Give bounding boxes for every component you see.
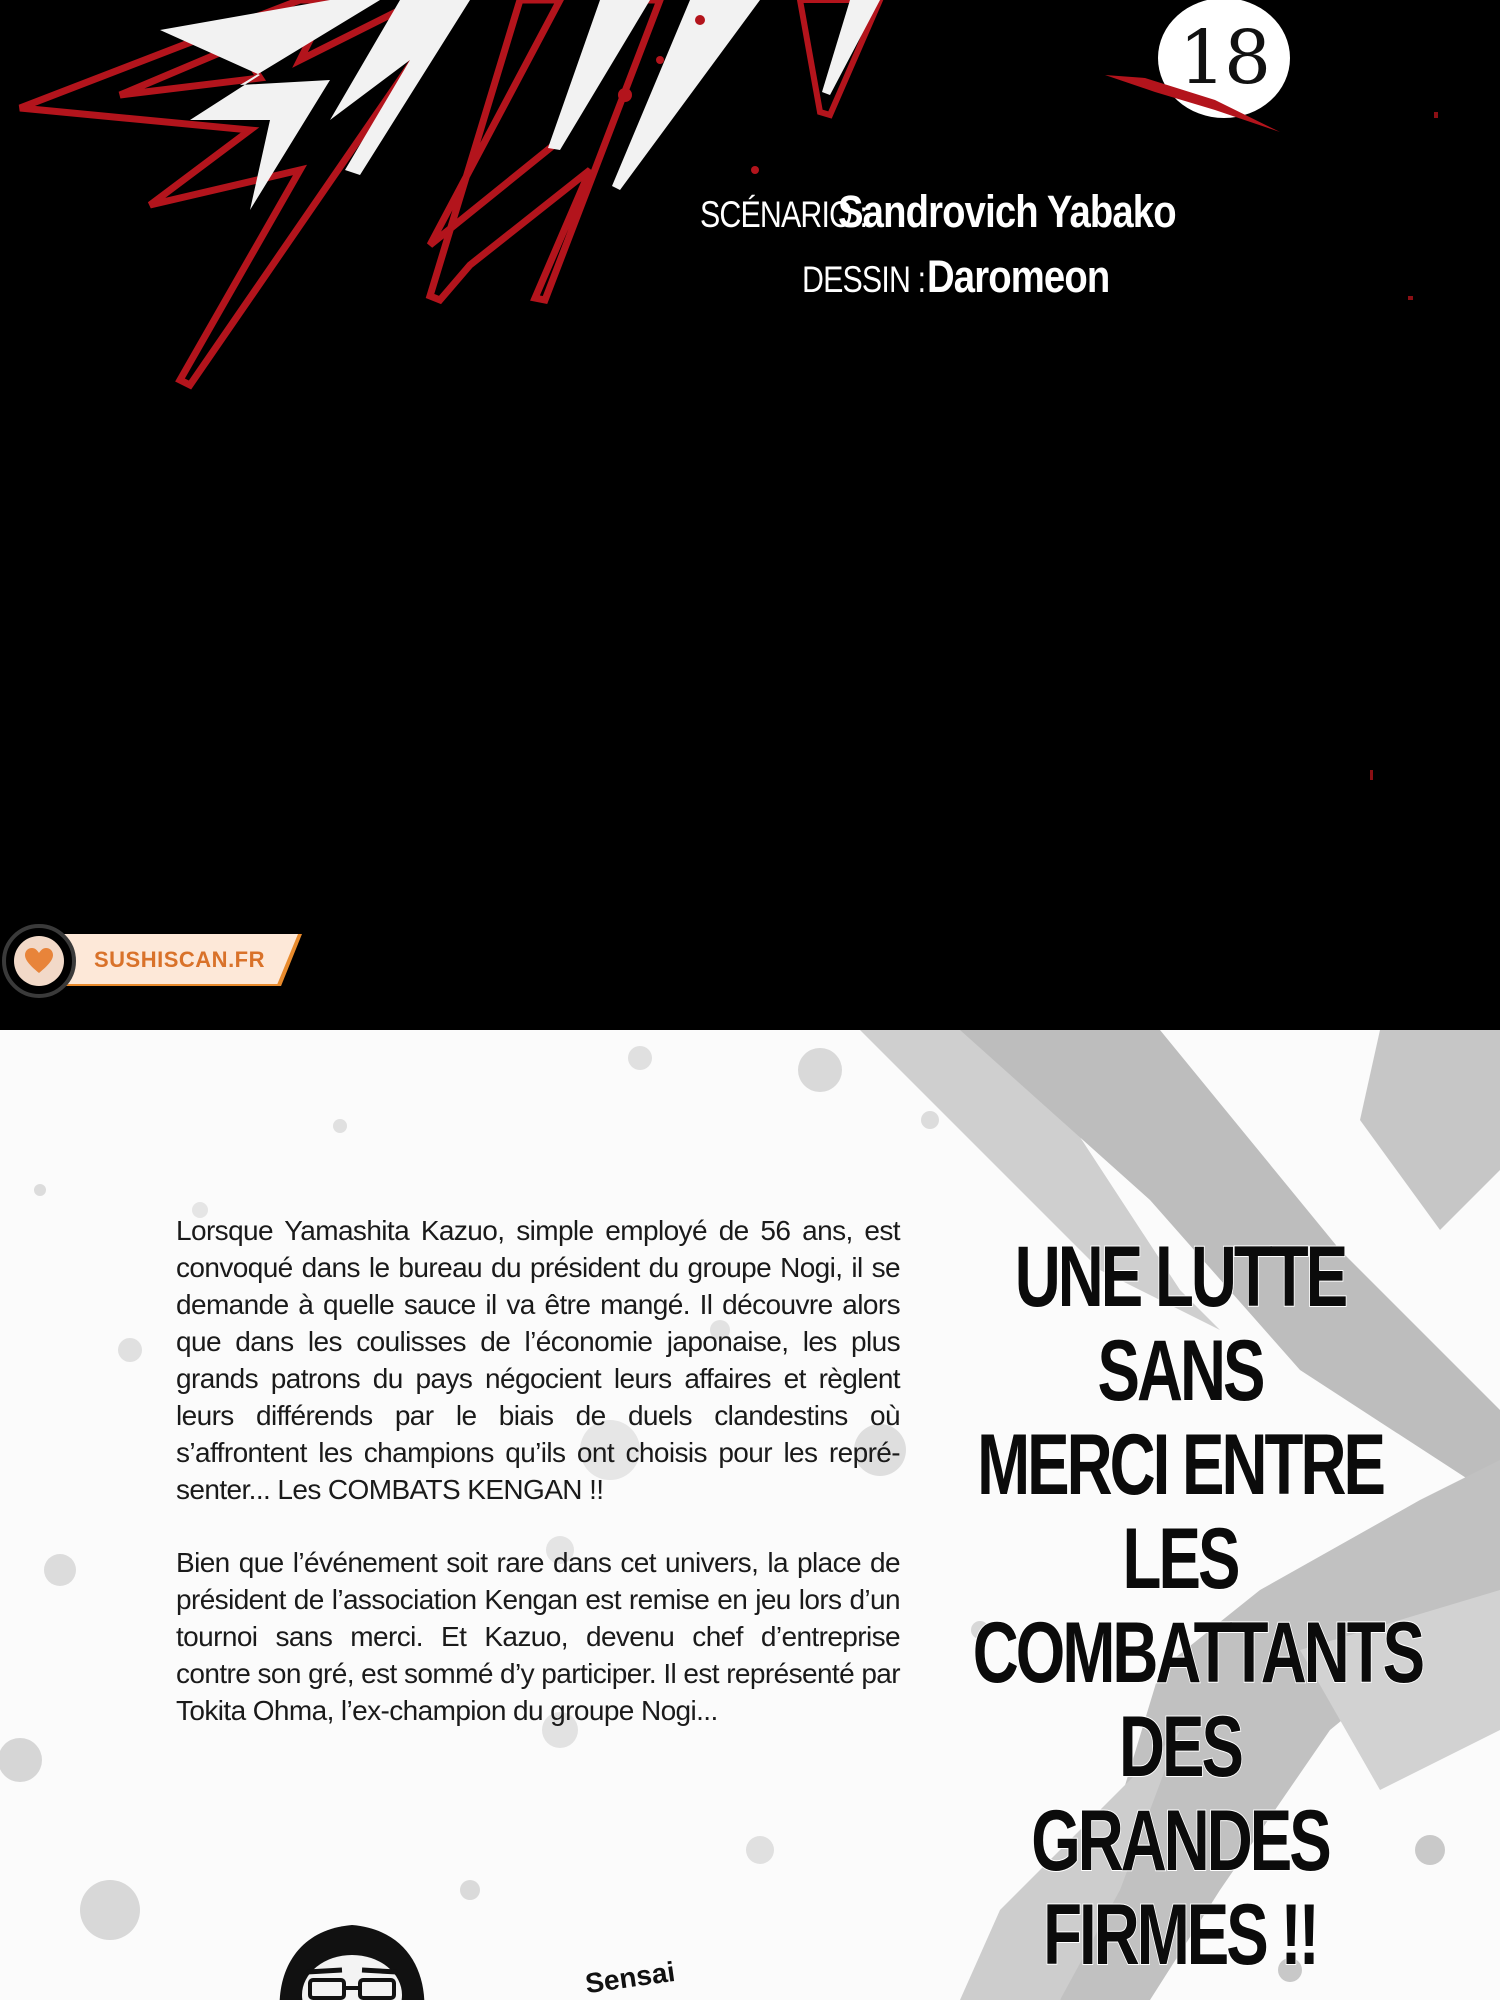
tagline-line: MERCI ENTRE LES [977,1417,1383,1607]
tagline-line: FIRMES !! [1043,1887,1317,1983]
drawing-credit [802,250,1290,315]
blood-slash [1105,60,1285,140]
synopsis-text [176,1212,900,1765]
scenario-credit [700,185,1290,250]
heart-icon [14,936,64,986]
drawing-artist: Daromeon [926,251,1110,302]
tagline-line: UNE LUTTE SANS [1014,1229,1346,1419]
blood-speck [1370,770,1373,780]
tagline-block [900,1229,1460,1983]
synopsis-paragraph-1: Lorsque Yamashita Kazuo, simple employé de 56 ans, est convoqué dans le bureau du président du groupe Nogi, il se demande à quelle sauce il va être mangé. Il découvre alors que dans les coulisses de l’économie japonaise, les plus grands patrons du pays négocient leurs affaires et règlent leurs différends par le biais de duels clandestins où s’affrontent les champions qu’ils ont choisis pour les repré-senter... Les COMBATS KENGAN !! [176,1215,900,1505]
back-cover-panel [0,1030,1500,2000]
tagline-text [972,1229,1423,1983]
scenario-author: Sandrovich Yabako [838,186,1177,237]
site-logo [2,924,76,998]
site-watermark-badge[interactable] [0,920,300,996]
blood-speck [1408,296,1413,300]
mascot-caption: Sensai [583,1955,677,2000]
blood-speck [1434,112,1438,118]
scenario-label: SCÉNARIO : [700,194,868,235]
author-credits [690,185,1290,315]
tagline-line: COMBATTANTS [972,1605,1423,1701]
site-name: SUSHISCAN.FR [94,947,266,972]
drawing-label: DESSIN : [802,259,926,300]
mascot-illustration [262,1910,442,2000]
tagline-line: DES GRANDES [1031,1699,1329,1889]
synopsis-paragraph-2: Bien que l’événement soit rare dans cet univers, la place de président de l’association Kengan est remise en jeu lors d’un tournoi sans merci. Et Kazuo, devenu chef d’entreprise contre son gré, est sommé d’y participer. Il est représenté par Tokita Ohma, l’ex-champion du groupe Nogi... [176,1547,900,1726]
volume-number: 18 [1178,15,1270,101]
